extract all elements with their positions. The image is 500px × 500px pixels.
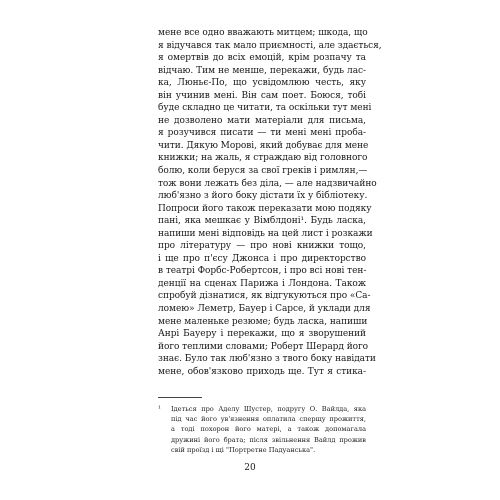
body-line: книжки; на жаль, я страждаю від головного [158, 153, 368, 164]
footnote-line: під час його ув'язнення оплатила сперщу прожиття, [171, 415, 366, 424]
body-line: мене все одно вважають митцем; шкода, що [158, 28, 368, 38]
body-line: відчаю. Тим не менше, перекажи, будь лас- [158, 65, 366, 76]
body-line: в театрі Форбс-Робертсон, і про всі нові тен- [158, 266, 367, 277]
body-line: пані, яка мешкає у Вімблдоні¹. Будь ласка, [158, 216, 366, 227]
body-line: про літературу — про нові книжки тощо, [158, 241, 366, 252]
body-line: буде складно це читати, та оскільки тут мені [158, 103, 372, 114]
footnote-line: дружині його брата; після звільнення Вайлд прожив [171, 435, 366, 444]
body-line: болю, коли беруся за свої греків і римлян,— [158, 166, 368, 177]
footnote-line: Ідеться про Аделу Шустер, подругу О. Вайлда, яка [171, 405, 366, 413]
body-line: ломею» Леметр, Бауер і Сарсе, й уклади для [158, 304, 371, 315]
footnote-divider [158, 397, 202, 398]
body-line: він учинив мені. Він сам поет. Боюся, тобі [158, 90, 366, 101]
footnote-text [171, 404, 366, 455]
body-line: я омертвів до всіх емоцій, крім розпачу та [158, 53, 366, 64]
body-line: я розучився писати — ти мені мені проба- [158, 128, 366, 139]
footnote-line: свій проїзд і щі "Портретне Падуанська". [171, 445, 316, 454]
body-line: люб'язно з його боку дістати їх у бібліотеку. [158, 191, 368, 202]
body-line: його теплими словами; Роберт Шерард його [158, 341, 369, 352]
body-line: спробуй дізнатися, як відгукуються про «Са- [158, 291, 371, 302]
page-number: 20 [244, 463, 256, 473]
body-line: напиши мені відповідь на цей лист і розкажи [158, 228, 373, 239]
footnote-line: а тоді похорон його матері, а також допомагала [171, 425, 366, 434]
body-text [158, 27, 382, 378]
footnote-marker: ¹ [158, 405, 161, 413]
body-line: мене, обов'язково приходь ще. Тут я стика- [158, 366, 366, 377]
body-line: і ще про п'єсу Джонса і про директорство [158, 253, 366, 264]
body-line: я відучався так мало приємності, але здається, [158, 40, 382, 51]
body-line: тож вони лежать без діла, — але надзвичайно [158, 178, 377, 189]
body-line: чити. Дякую Морові, який добуває для мене [158, 140, 369, 151]
body-line: не дозволено мати матеріали для письма, [158, 115, 366, 126]
body-line: ка, Люньє-По, що усвідомлюю честь, яку [158, 78, 366, 89]
body-line: Попроси його також переказати мою подяку [158, 203, 372, 214]
body-line: мене маленьке резюме; будь ласка, напиши [158, 316, 368, 327]
body-line: знає. Було так люб'язно з твого боку навідати [158, 354, 376, 365]
body-line: Анрі Бауеру і перекажи, що я зворушений [158, 329, 366, 340]
body-line: денції на сценах Парижа і Лондона. Також [158, 278, 366, 289]
